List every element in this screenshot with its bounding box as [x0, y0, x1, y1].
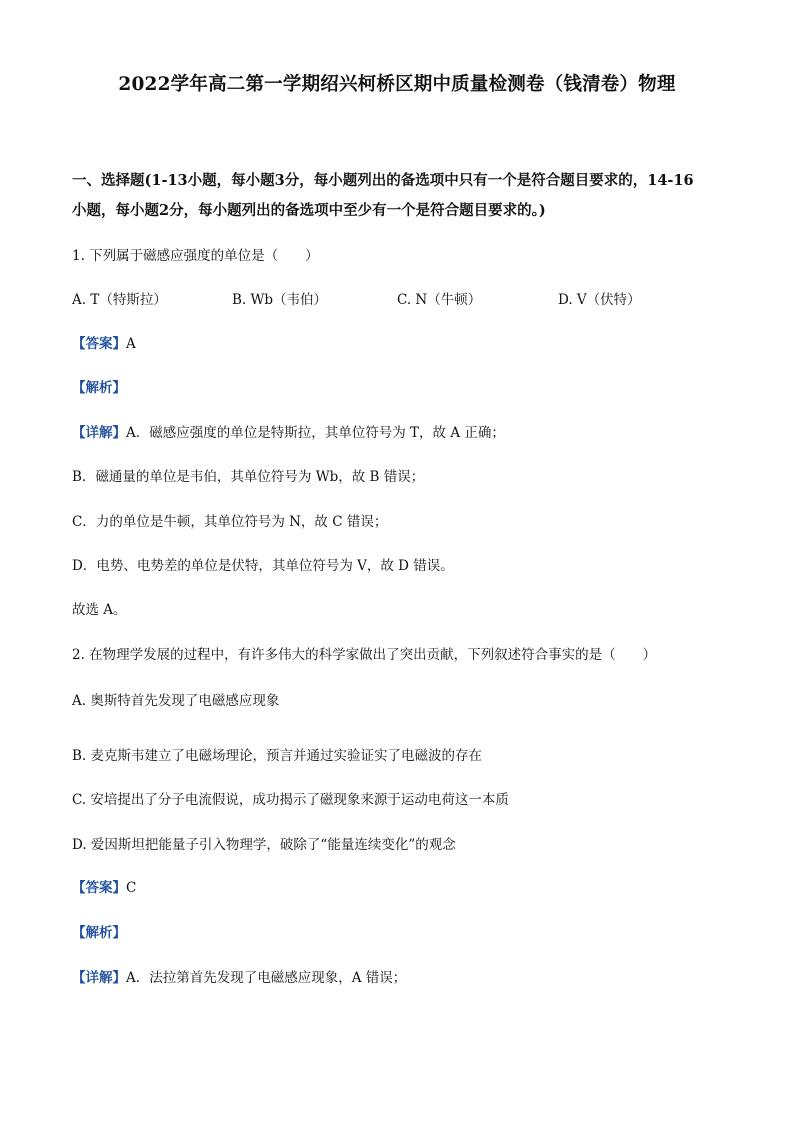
- answer-label: 【答案】: [72, 336, 126, 352]
- question-1-option-c: C. N（牛顿）: [397, 292, 482, 308]
- page-title: 2022学年高二第一学期绍兴柯桥区期中质量检测卷（钱清卷）物理: [118, 74, 676, 95]
- section-heading: [72, 166, 732, 226]
- detail-a-text: A．法拉第首先发现了电磁感应现象，A 错误；: [126, 970, 407, 986]
- question-2-analysis-label: [72, 921, 126, 941]
- question-1-detail-d: D．电势、电势差的单位是伏特，其单位符号为 V，故 D 错误。: [72, 558, 454, 574]
- question-1-detail-b: B．磁通量的单位是韦伯，其单位符号为 Wb，故 B 错误；: [72, 469, 425, 485]
- question-1-option-d: D. V（伏特）: [558, 292, 641, 308]
- answer-label: 【答案】: [72, 880, 126, 896]
- question-1-detail-c: C．力的单位是牛顿，其单位符号为 N，故 C 错误；: [72, 514, 388, 530]
- answer-value: A: [126, 336, 136, 352]
- question-1-conclusion: 故选 A。: [72, 602, 127, 618]
- detail-a-text: A．磁感应强度的单位是特斯拉，其单位符号为 T，故 A 正确；: [126, 425, 505, 441]
- question-2-option-b: B. 麦克斯韦建立了电磁场理论，预言并通过实验证实了电磁波的存在: [72, 748, 483, 764]
- answer-value: C: [126, 880, 137, 896]
- question-1-detail-a: [72, 421, 505, 441]
- detail-label: 【详解】: [72, 970, 126, 986]
- question-2-answer: [72, 876, 136, 896]
- question-1-analysis-label: [72, 376, 126, 396]
- question-2-option-c: C. 安培提出了分子电流假说，成功揭示了磁现象来源于运动电荷这一本质: [72, 792, 509, 808]
- question-1-stem: 1. 下列属于磁感应强度的单位是（ ）: [72, 248, 319, 264]
- detail-label: 【详解】: [72, 425, 126, 441]
- question-1-answer: [72, 332, 136, 352]
- analysis-label: 【解析】: [72, 925, 126, 941]
- question-2-detail-a: [72, 966, 406, 986]
- question-2-stem: 2. 在物理学发展的过程中，有许多伟大的科学家做出了突出贡献，下列叙述符合事实的是（ ）: [72, 647, 657, 663]
- question-1-option-a: A. T（特斯拉）: [72, 292, 167, 308]
- question-1-option-b: B. Wb（韦伯）: [232, 292, 328, 308]
- question-2-option-a: A. 奥斯特首先发现了电磁感应现象: [72, 693, 280, 709]
- section-heading-line-2: 小题，每小题2分，每小题列出的备选项中至少有一个是符合题目要求的。): [72, 202, 546, 219]
- analysis-label: 【解析】: [72, 380, 126, 396]
- section-heading-line-1: 一、选择题(1-13小题，每小题3分，每小题列出的备选项中只有一个是符合题目要求的，14-16: [72, 172, 694, 189]
- question-2-option-d: D. 爱因斯坦把能量子引入物理学，破除了“能量连续变化”的观念: [72, 837, 456, 853]
